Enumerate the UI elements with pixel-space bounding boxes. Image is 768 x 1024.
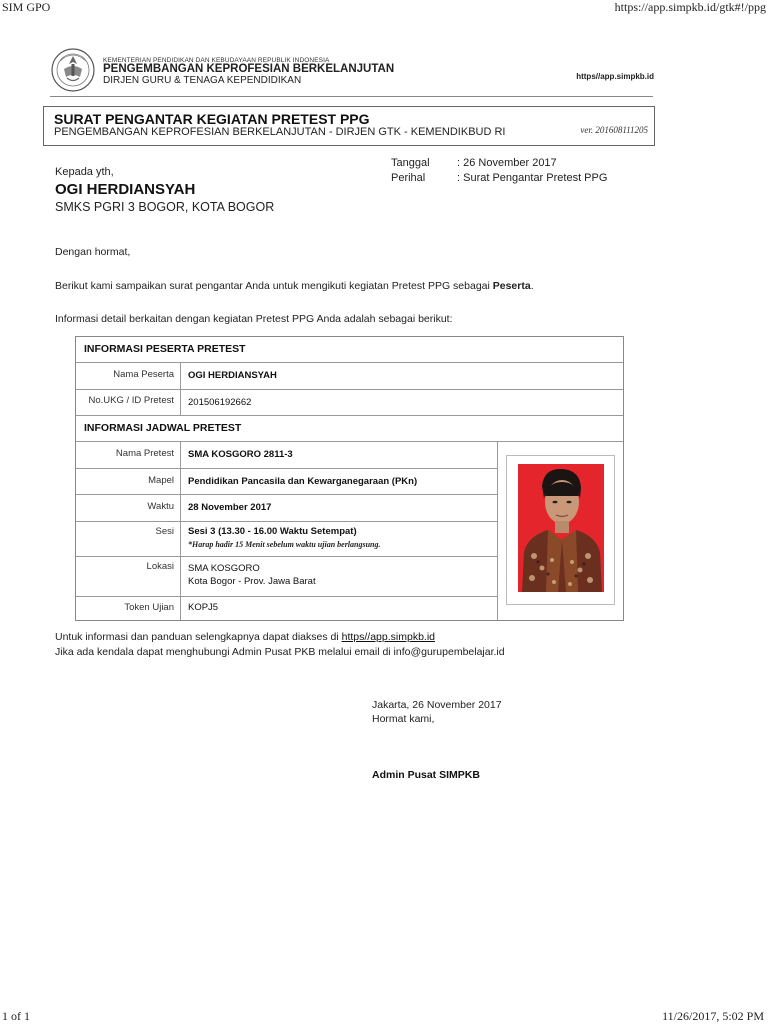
intro-role: Peserta [492, 280, 531, 292]
letter-title: SURAT PENGANTAR KEGIATAN PRETEST PPG [54, 111, 370, 127]
closing: Hormat kami, [372, 713, 435, 725]
print-page-title: SIM GPO [2, 0, 51, 14]
contact-paragraph: Jika ada kendala dapat menghubungi Admin Pusat PKB melalui email di info@gurupembelajar.id [55, 646, 505, 658]
signer: Admin Pusat SIMPKB [372, 769, 480, 781]
date-value: : 26 November 2017 [457, 157, 557, 169]
column-divider [180, 362, 181, 415]
schedule-section-title: INFORMASI JADWAL PRETEST [84, 422, 242, 434]
version-label: ver. 201608111205 [580, 125, 648, 135]
row-divider [76, 494, 497, 495]
session-label: Sesi [155, 526, 174, 537]
recipient-school: SMKS PGRI 3 BOGOR, KOTA BOGOR [55, 200, 275, 214]
print-datetime: 11/26/2017, 5:02 PM [662, 1009, 764, 1023]
row-divider [76, 415, 623, 416]
row-divider [76, 521, 497, 522]
print-page-url: https://app.simpkb.id/gtk#!/ppg [614, 0, 766, 14]
info-link[interactable]: https//app.simpkb.id [341, 631, 435, 643]
column-divider [180, 441, 181, 620]
intro-prefix: Berikut kami sampaikan surat pengantar Anda untuk mengikuti kegiatan Pretest PPG sebagai [55, 280, 493, 292]
participant-name-label: Nama Peserta [113, 369, 174, 380]
session-note: *Harap hadir 15 Menit sebelum waktu ujian berlangsung. [188, 540, 381, 549]
row-divider [76, 362, 623, 363]
participant-name-value: OGI HERDIANSYAH [188, 370, 277, 381]
info-paragraph [55, 631, 435, 643]
subject-label: Perihal [391, 172, 426, 184]
detail-intro: Informasi detail berkaitan dengan kegiatan Pretest PPG Anda adalah sebagai berikut: [55, 313, 453, 325]
token-label: Token Ujian [124, 602, 174, 613]
date-label: Tanggal [391, 157, 430, 169]
participant-id-label: No.UKG / ID Pretest [88, 395, 174, 406]
location-line2: Kota Bogor - Prov. Jawa Barat [188, 576, 316, 587]
recipient-name: OGI HERDIANSYAH [55, 181, 196, 198]
row-divider [76, 556, 497, 557]
venue-value: SMA KOSGORO 2811-3 [188, 449, 293, 460]
row-divider [76, 389, 623, 390]
participant-id-value: 201506192662 [188, 397, 252, 408]
time-label: Waktu [147, 501, 174, 512]
subject-field-value: Pendidikan Pancasila dan Kewarganegaraan (PKn) [188, 476, 418, 487]
location-line1: SMA KOSGORO [188, 563, 260, 574]
site-url: https//app.simpkb.id [576, 72, 654, 81]
venue-label: Nama Pretest [115, 448, 174, 459]
row-divider [76, 441, 623, 442]
recipient-greeting: Kepada yth, [55, 166, 114, 178]
intro-suffix: . [530, 280, 534, 292]
print-page-count: 1 of 1 [2, 1009, 30, 1023]
header-divider [50, 96, 653, 97]
row-divider [76, 596, 497, 597]
location-label: Lokasi [146, 561, 174, 572]
letter-subtitle: PENGEMBANGAN KEPROFESIAN BERKELANJUTAN - DIRJEN GTK - KEMENDIKBUD RI [54, 126, 506, 138]
session-value: Sesi 3 (13.30 - 16.00 Waktu Setempat) [188, 526, 357, 537]
info-prefix: Untuk informasi dan panduan selengkapnya dapat diakses di [55, 631, 342, 643]
participant-photo [518, 464, 604, 592]
salutation: Dengan hormat, [55, 246, 131, 258]
ministry-logo-icon [50, 47, 96, 93]
directorate-name: DIRJEN GURU & TENAGA KEPENDIDIKAN [103, 75, 302, 86]
row-divider [76, 468, 497, 469]
time-value: 28 November 2017 [188, 502, 272, 513]
participant-section-title: INFORMASI PESERTA PRETEST [84, 343, 246, 355]
token-value: KOPJ5 [188, 602, 219, 613]
subject-field-label: Mapel [148, 475, 174, 486]
place-date: Jakarta, 26 November 2017 [372, 699, 502, 711]
ministry-name: KEMENTERIAN PENDIDIKAN DAN KEBUDAYAAN REPUBLIK INDONESIA [103, 57, 330, 64]
column-divider [497, 441, 498, 620]
subject-value: : Surat Pengantar Pretest PPG [457, 172, 608, 184]
intro-paragraph [55, 280, 534, 292]
program-name: PENGEMBANGAN KEPROFESIAN BERKELANJUTAN [103, 63, 395, 75]
